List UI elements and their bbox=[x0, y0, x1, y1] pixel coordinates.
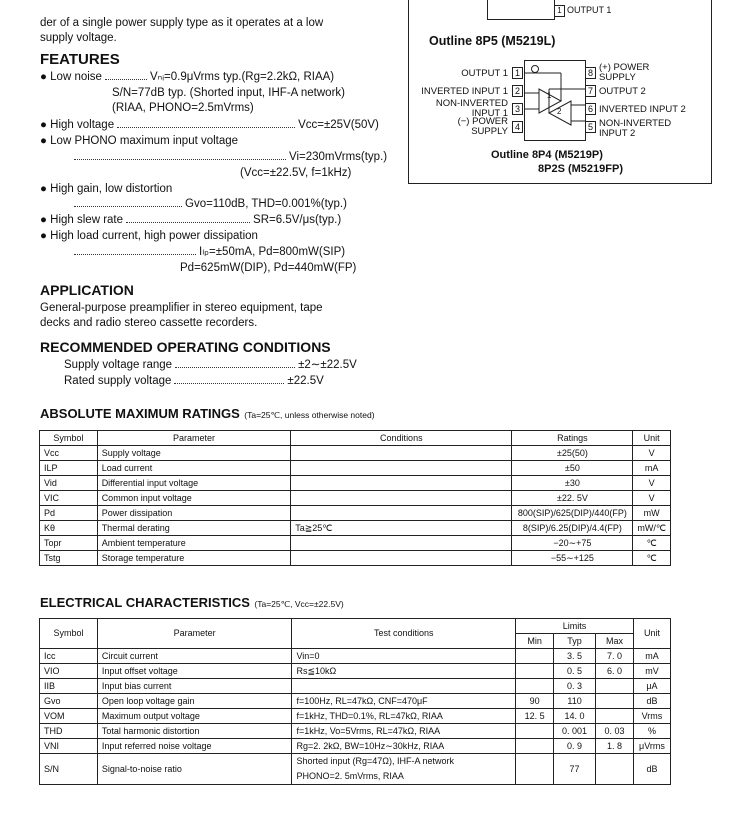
table-row bbox=[40, 536, 671, 551]
elec-table bbox=[39, 618, 671, 785]
pin-1-label: OUTPUT 1 bbox=[461, 68, 508, 79]
table-cell: 6. 0 bbox=[596, 664, 634, 679]
table-cell: THD bbox=[40, 724, 98, 739]
table-cell: Open loop voltage gain bbox=[97, 694, 292, 709]
table-row bbox=[40, 491, 671, 506]
sn-max bbox=[596, 754, 634, 785]
table-cell: 8(SIP)/6.25(DIP)/4.4(FP) bbox=[512, 521, 633, 536]
application-heading: APPLICATION bbox=[40, 282, 134, 298]
table-cell: Icc bbox=[40, 649, 98, 664]
table-cell: VIC bbox=[40, 491, 98, 506]
table-cell: mV bbox=[633, 664, 670, 679]
table-cell bbox=[291, 551, 512, 566]
table-cell bbox=[516, 679, 554, 694]
table-cell: μVrms bbox=[633, 739, 670, 754]
elec-row-sn bbox=[40, 754, 671, 785]
elec-col-limits: Limits bbox=[516, 619, 634, 634]
table-cell bbox=[291, 491, 512, 506]
table-cell bbox=[292, 679, 516, 694]
col-ratings: Ratings bbox=[512, 431, 633, 446]
table-cell bbox=[596, 709, 634, 724]
application-line-2: decks and radio stereo cassette recorders. bbox=[40, 317, 258, 329]
table-cell: f=100Hz, RL=47kΩ, CNF=470μF bbox=[292, 694, 516, 709]
table-cell: dB bbox=[633, 694, 670, 709]
elec-col-symbol: Symbol bbox=[40, 619, 98, 649]
top-pin: 1 bbox=[554, 5, 565, 17]
table-cell: Vcc bbox=[40, 446, 98, 461]
elec-col-typ: Typ bbox=[554, 634, 596, 649]
pin-8-label: (+) POWER SUPPLY bbox=[599, 62, 650, 83]
table-cell: Total harmonic distortion bbox=[97, 724, 292, 739]
table-cell bbox=[516, 649, 554, 664]
table-row bbox=[40, 521, 671, 536]
table-cell: VOM bbox=[40, 709, 98, 724]
table-cell: Kθ bbox=[40, 521, 98, 536]
table-cell: μA bbox=[633, 679, 670, 694]
table-cell: VIO bbox=[40, 664, 98, 679]
table-cell: ℃ bbox=[633, 536, 671, 551]
sn-symbol: S/N bbox=[40, 754, 98, 785]
table-cell: 12. 5 bbox=[516, 709, 554, 724]
ic-body bbox=[524, 60, 586, 141]
table-cell: mA bbox=[633, 461, 671, 476]
sn-cond-line-1: Shorted input (Rg=47Ω), IHF-A network bbox=[296, 756, 455, 766]
pin-4-label: (−) POWER SUPPLY bbox=[457, 116, 508, 137]
feature-load: ● High load current, high power dissipation bbox=[40, 230, 258, 242]
pin-6-label: INVERTED INPUT 2 bbox=[599, 104, 686, 115]
table-cell bbox=[516, 739, 554, 754]
table-cell bbox=[596, 679, 634, 694]
table-cell: Topr bbox=[40, 536, 98, 551]
table-row bbox=[40, 739, 671, 754]
pinout-box bbox=[408, 0, 712, 184]
table-cell: Power dissipation bbox=[97, 506, 291, 521]
pin-2-label: INVERTED INPUT 1 bbox=[421, 86, 508, 97]
table-row bbox=[40, 724, 671, 739]
sn-param: Signal-to-noise ratio bbox=[97, 754, 292, 785]
table-cell: Load current bbox=[97, 461, 291, 476]
feature-slew: ● High slew rate SR=6.5V/μs(typ.) bbox=[40, 214, 342, 226]
elec-note: (Ta=25℃, Vcc=±22.5V) bbox=[254, 599, 344, 609]
sn-typ: 77 bbox=[554, 754, 596, 785]
outline-8p5: Outline 8P5 (M5219L) bbox=[429, 34, 556, 48]
table-cell: Circuit current bbox=[97, 649, 292, 664]
feature-sn: S/N=77dB typ. (Shorted input, IHF-A network) bbox=[112, 87, 345, 99]
abs-max-note: (Ta=25℃, unless otherwise noted) bbox=[244, 410, 375, 420]
pin-8: 8 bbox=[585, 67, 596, 79]
table-cell: 110 bbox=[554, 694, 596, 709]
feature-low-noise: ● Low noise Vₙᵢ=0.9μVrms typ.(Rg=2.2kΩ, RIAA) bbox=[40, 71, 335, 83]
outline-8p4: Outline 8P4 (M5219P) bbox=[491, 149, 603, 161]
table-cell: 1. 8 bbox=[596, 739, 634, 754]
col-unit: Unit bbox=[633, 431, 671, 446]
elec-title-row bbox=[40, 594, 344, 612]
chip-outline-top bbox=[487, 0, 555, 20]
pin-5: 5 bbox=[585, 121, 596, 133]
application-line-1: General-purpose preamplifier in stereo equipment, tape bbox=[40, 302, 323, 314]
table-cell: Supply voltage bbox=[97, 446, 291, 461]
table-cell: Vid bbox=[40, 476, 98, 491]
table-cell bbox=[291, 446, 512, 461]
features-heading: FEATURES bbox=[40, 51, 120, 68]
pin-7-label: OUTPUT 2 bbox=[599, 86, 646, 97]
feature-phono: ● Low PHONO maximum input voltage bbox=[40, 135, 239, 147]
amp-1-label: 1 bbox=[547, 91, 552, 100]
table-cell: Rg=2. 2kΩ, BW=10Hz∼30kHz, RIAA bbox=[292, 739, 516, 754]
table-row bbox=[40, 461, 671, 476]
table-row bbox=[40, 664, 671, 679]
table-cell: % bbox=[633, 724, 670, 739]
elec-header-row bbox=[40, 619, 671, 634]
table-cell: ILP bbox=[40, 461, 98, 476]
table-row bbox=[40, 446, 671, 461]
sn-cond-line-2: PHONO=2. 5mVrms, RIAA bbox=[296, 771, 404, 781]
table-cell: Pd bbox=[40, 506, 98, 521]
table-row bbox=[40, 649, 671, 664]
feature-gvo: Gvo=110dB, THD=0.001%(typ.) bbox=[74, 197, 347, 211]
intro-line-1: der of a single power supply type as it operates at a low bbox=[40, 17, 324, 29]
table-cell bbox=[291, 536, 512, 551]
table-cell: 90 bbox=[516, 694, 554, 709]
table-cell: ±50 bbox=[512, 461, 633, 476]
opamp-symbols-icon bbox=[525, 61, 585, 140]
top-label: OUTPUT 1 bbox=[567, 5, 612, 15]
table-cell bbox=[516, 724, 554, 739]
feature-pd: Pd=625mW(DIP), Pd=440mW(FP) bbox=[180, 262, 357, 274]
pin-2: 2 bbox=[512, 85, 523, 97]
sn-min bbox=[516, 754, 554, 785]
table-cell: Gvo bbox=[40, 694, 98, 709]
table-cell: Ambient temperature bbox=[97, 536, 291, 551]
feature-high-gain: ● High gain, low distortion bbox=[40, 183, 173, 195]
table-cell: Differential input voltage bbox=[97, 476, 291, 491]
feature-riaa: (RIAA, PHONO=2.5mVrms) bbox=[112, 102, 254, 114]
table-cell: Input offset voltage bbox=[97, 664, 292, 679]
col-symbol: Symbol bbox=[40, 431, 98, 446]
pin-7: 7 bbox=[585, 85, 596, 97]
table-cell bbox=[516, 664, 554, 679]
elec-col-max: Max bbox=[596, 634, 634, 649]
elec-col-parameter: Parameter bbox=[97, 619, 292, 649]
table-cell: mW/℃ bbox=[633, 521, 671, 536]
recommended-rated-supply: Rated supply voltage ±22.5V bbox=[64, 375, 324, 387]
sn-unit: dB bbox=[633, 754, 670, 785]
table-cell: 0. 001 bbox=[554, 724, 596, 739]
table-cell: ±25(50) bbox=[512, 446, 633, 461]
table-cell bbox=[291, 461, 512, 476]
table-cell: Ta≧25℃ bbox=[291, 521, 512, 536]
intro-line-2: supply voltage. bbox=[40, 32, 117, 44]
feature-ilp: Iₗₚ=±50mA, Pd=800mW(SIP) bbox=[74, 245, 345, 259]
table-cell: −55∼+125 bbox=[512, 551, 633, 566]
table-row bbox=[40, 476, 671, 491]
table-cell: Rs≦10kΩ bbox=[292, 664, 516, 679]
table-cell: IIB bbox=[40, 679, 98, 694]
col-conditions: Conditions bbox=[291, 431, 512, 446]
table-row bbox=[40, 506, 671, 521]
recommended-heading: RECOMMENDED OPERATING CONDITIONS bbox=[40, 339, 331, 355]
table-cell: 14. 0 bbox=[554, 709, 596, 724]
table-cell: 7. 0 bbox=[596, 649, 634, 664]
elec-title: ELECTRICAL CHARACTERISTICS bbox=[40, 595, 250, 610]
amp-2-label: 2 bbox=[557, 107, 562, 116]
table-cell: ±30 bbox=[512, 476, 633, 491]
table-cell: Maximum output voltage bbox=[97, 709, 292, 724]
abs-max-title-row bbox=[40, 405, 375, 423]
table-cell: f=1kHz, Vo=5Vrms, RL=47kΩ, RIAA bbox=[292, 724, 516, 739]
table-cell bbox=[291, 476, 512, 491]
table-cell bbox=[596, 694, 634, 709]
sn-conditions bbox=[292, 754, 516, 785]
pin-3-label: NON-INVERTED INPUT 1 bbox=[435, 98, 508, 119]
table-row bbox=[40, 679, 671, 694]
table-cell: 0. 3 bbox=[554, 679, 596, 694]
table-cell: Vrms bbox=[633, 709, 670, 724]
table-cell: f=1kHz, THD=0.1%, RL=47kΩ, RIAA bbox=[292, 709, 516, 724]
table-cell: 800(SIP)/625(DIP)/440(FP) bbox=[512, 506, 633, 521]
table-row bbox=[40, 551, 671, 566]
elec-col-min: Min bbox=[516, 634, 554, 649]
table-cell: V bbox=[633, 491, 671, 506]
table-cell: Vin=0 bbox=[292, 649, 516, 664]
col-parameter: Parameter bbox=[97, 431, 291, 446]
table-cell: mW bbox=[633, 506, 671, 521]
table-cell: V bbox=[633, 476, 671, 491]
pin-5-label: NON-INVERTED INPUT 2 bbox=[599, 118, 672, 139]
table-cell: 0. 03 bbox=[596, 724, 634, 739]
table-cell: Input referred noise voltage bbox=[97, 739, 292, 754]
table-cell: Thermal derating bbox=[97, 521, 291, 536]
table-row bbox=[40, 709, 671, 724]
table-cell bbox=[291, 506, 512, 521]
feature-vcc-cond: (Vcc=±22.5V, f=1kHz) bbox=[240, 167, 352, 179]
table-cell: −20∼+75 bbox=[512, 536, 633, 551]
pin-4: 4 bbox=[512, 121, 523, 133]
feature-high-voltage: ● High voltage Vcc=±25V(50V) bbox=[40, 119, 379, 131]
elec-col-test-conditions: Test conditions bbox=[292, 619, 516, 649]
pin-3: 3 bbox=[512, 103, 523, 115]
feature-vi: Vi=230mVrms(typ.) bbox=[74, 150, 387, 164]
pin-1: 1 bbox=[512, 67, 523, 79]
outline-8p2s: 8P2S (M5219FP) bbox=[538, 163, 623, 175]
abs-max-table bbox=[39, 430, 671, 566]
table-cell: Tstg bbox=[40, 551, 98, 566]
table-cell: VNI bbox=[40, 739, 98, 754]
table-cell: Common input voltage bbox=[97, 491, 291, 506]
table-cell: 3. 5 bbox=[554, 649, 596, 664]
abs-max-header-row bbox=[40, 431, 671, 446]
table-cell: ±22. 5V bbox=[512, 491, 633, 506]
pin-6: 6 bbox=[585, 103, 596, 115]
recommended-supply-range: Supply voltage range ±2∼±22.5V bbox=[64, 359, 357, 371]
table-cell: 0. 5 bbox=[554, 664, 596, 679]
table-cell: Input bias current bbox=[97, 679, 292, 694]
table-cell: V bbox=[633, 446, 671, 461]
table-cell: ℃ bbox=[633, 551, 671, 566]
table-row bbox=[40, 694, 671, 709]
table-cell: 0. 9 bbox=[554, 739, 596, 754]
abs-max-title: ABSOLUTE MAXIMUM RATINGS bbox=[40, 406, 240, 421]
table-cell: mA bbox=[633, 649, 670, 664]
elec-col-unit: Unit bbox=[633, 619, 670, 649]
table-cell: Storage temperature bbox=[97, 551, 291, 566]
